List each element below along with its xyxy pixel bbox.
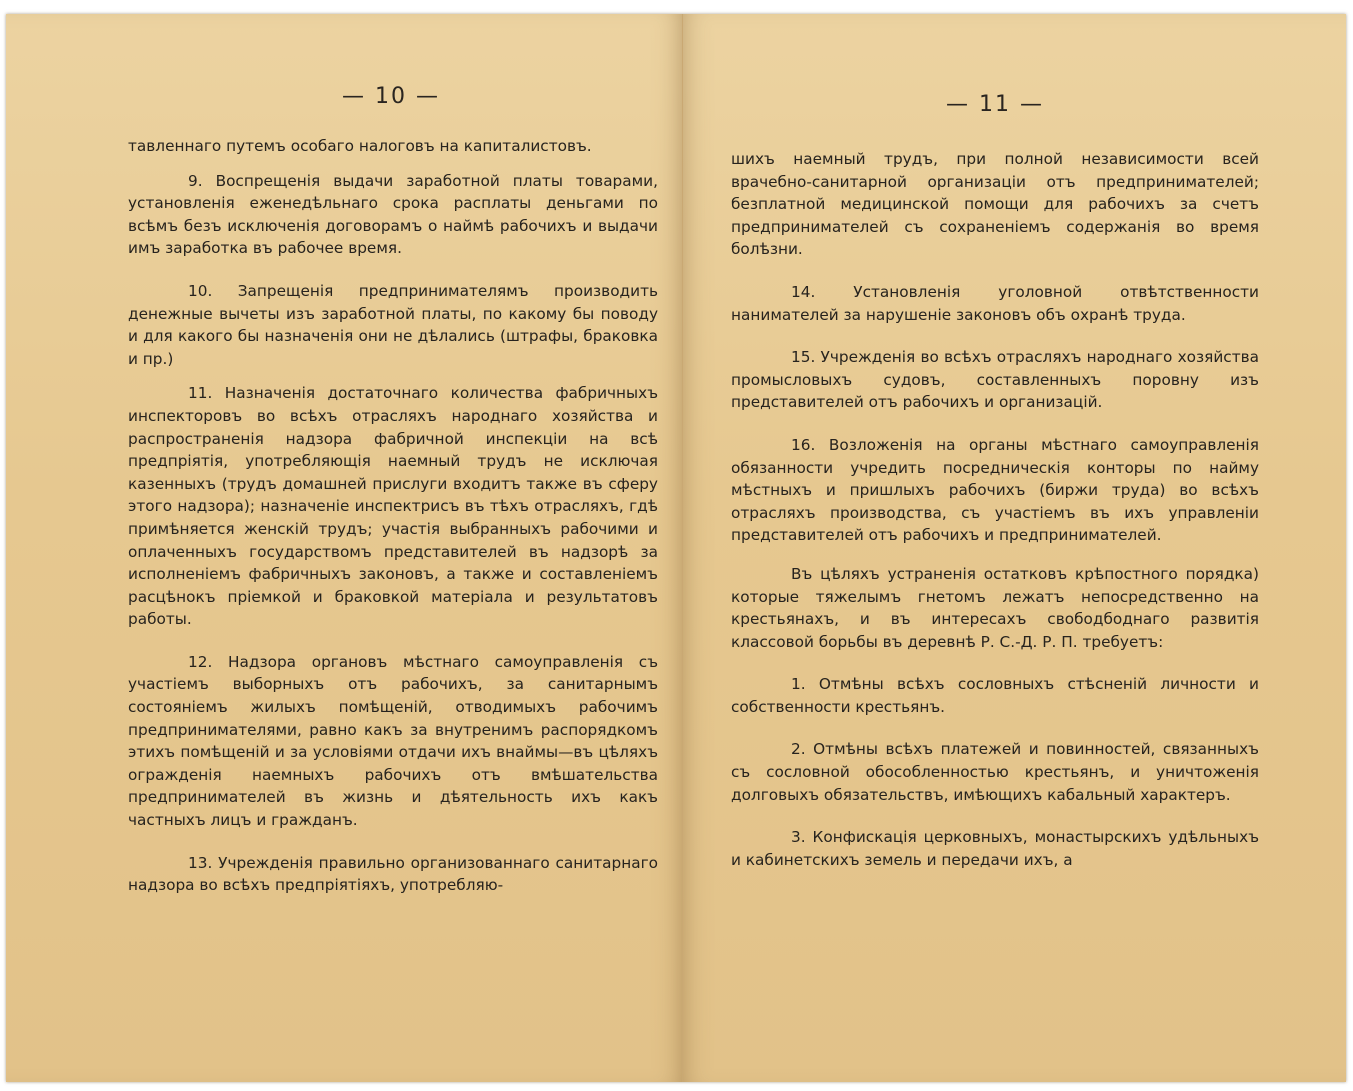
paragraph: 9. Воспрещенія выдачи заработной платы товарами, установленія еженедѣльнаго срока расплаты деньгами по всѣмъ безъ исключенія договорамъ о наймѣ рабочихъ и выдачи имъ заработка въ рабочее время. [128,171,658,258]
left-page [6,14,683,1082]
paragraph: 10. Запрещенія предпринимателямъ производить денежные вычеты изъ заработной платы, по какому бы поводу и для какого бы назначенія они не дѣлались (штрафы, браковка и пр.) [128,281,658,368]
paragraph: 11. Назначенія достаточнаго количества фабричныхъ инспекторовъ во всѣхъ отрасляхъ народнаго хозяйства и распространенія надзора фабричной инспекціи на всѣ предпріятія, употребляющія наемный трудъ не исключая казенныхъ (трудъ домашней прислуги входитъ также въ сферу этого надзора); назначеніе инспектрисъ въ тѣхъ отрасляхъ, гдѣ примѣняется женскій трудъ; участія выбранныхъ рабочими и оплаченныхъ государствомъ представителей въ надзорѣ за исполненіемъ фабричныхъ законовъ, а также и составленіемъ расцѣнокъ пріемкой и браковкой матеріала и результатовъ работы. [128,384,658,629]
paragraph: Въ цѣляхъ устраненія остатковъ крѣпостного порядка) которые тяжелымъ гнетомъ лежатъ непосредственно на крестьянахъ, и въ интересахъ свободбоднаго развитія классовой борьбы въ деревнѣ Р. С.-Д. Р. П. требуетъ: [731,564,1259,651]
paragraph: тавленнаго путемъ особаго налоговъ на капиталистовъ. [128,137,592,155]
booklet-spread [6,14,1346,1082]
paragraph: 2. Отмѣны всѣхъ платежей и повинностей, связанныхъ съ сословной обособленностью крестьянъ, и уничтоженія долговыхъ обязательствъ, имѣющихъ кабальный характеръ. [731,740,1259,804]
paragraph: 1. Отмѣны всѣхъ сословныхъ стѣсненій личности и собственности крестьянъ. [731,675,1259,716]
paragraph: 15. Учрежденія во всѣхъ отрасляхъ народнаго хозяйства промысловыхъ судовъ, составленныхъ поровну изъ представителей отъ рабочихъ и организацій. [731,348,1259,412]
paragraph: шихъ наемный трудъ, при полной независимости всей врачебно-санитарной организаціи отъ предпринимателей; безплатной медицинской помощи для рабочихъ за счетъ предпринимателей съ сохраненіемъ содержанія во время болѣзни. [731,150,1259,259]
paragraph: 3. Конфискація церковныхъ, монастырскихъ удѣльныхъ и кабинетскихъ земель и передачи ихъ, а [731,828,1259,869]
page-text [128,135,658,897]
paragraph: 14. Установленія уголовной отвѣтственности нанимателей за нарушеніе законовъ объ охранѣ труда. [731,282,1259,324]
paragraph: 13. Учрежденія правильно организованнаго санитарнаго надзора во всѣхъ предпріятіяхъ, употребляю- [128,853,658,895]
page-text [731,148,1259,871]
paragraph: 16. Возложенія на органы мѣстнаго самоуправленія обязанности учредить посредническія конторы по найму мѣстныхъ и пришлыхъ рабочихъ (биржи труда) во всѣхъ отрасляхъ производства, съ участіемъ въ ихъ управленіи представителей отъ рабочихъ и предпринимателей. [731,435,1259,545]
page-number: — 11 — [946,92,1044,117]
page-number: — 10 — [342,84,440,109]
right-page [683,14,1346,1082]
paragraph: 12. Надзора органовъ мѣстнаго самоуправленія съ участіемъ выборныхъ отъ рабочихъ, за санитарнымъ состояніемъ жилыхъ помѣщеній, отводимыхъ рабочимъ предпринимателями, равно какъ за внутренимъ распорядкомъ этихъ помѣщеній и за условіями отдачи ихъ внаймы—въ цѣляхъ огражденія наемныхъ рабочихъ отъ вмѣшательства предпринимателей въ жизнь и дѣятельность ихъ какъ частныхъ лицъ и гражданъ. [128,652,658,830]
